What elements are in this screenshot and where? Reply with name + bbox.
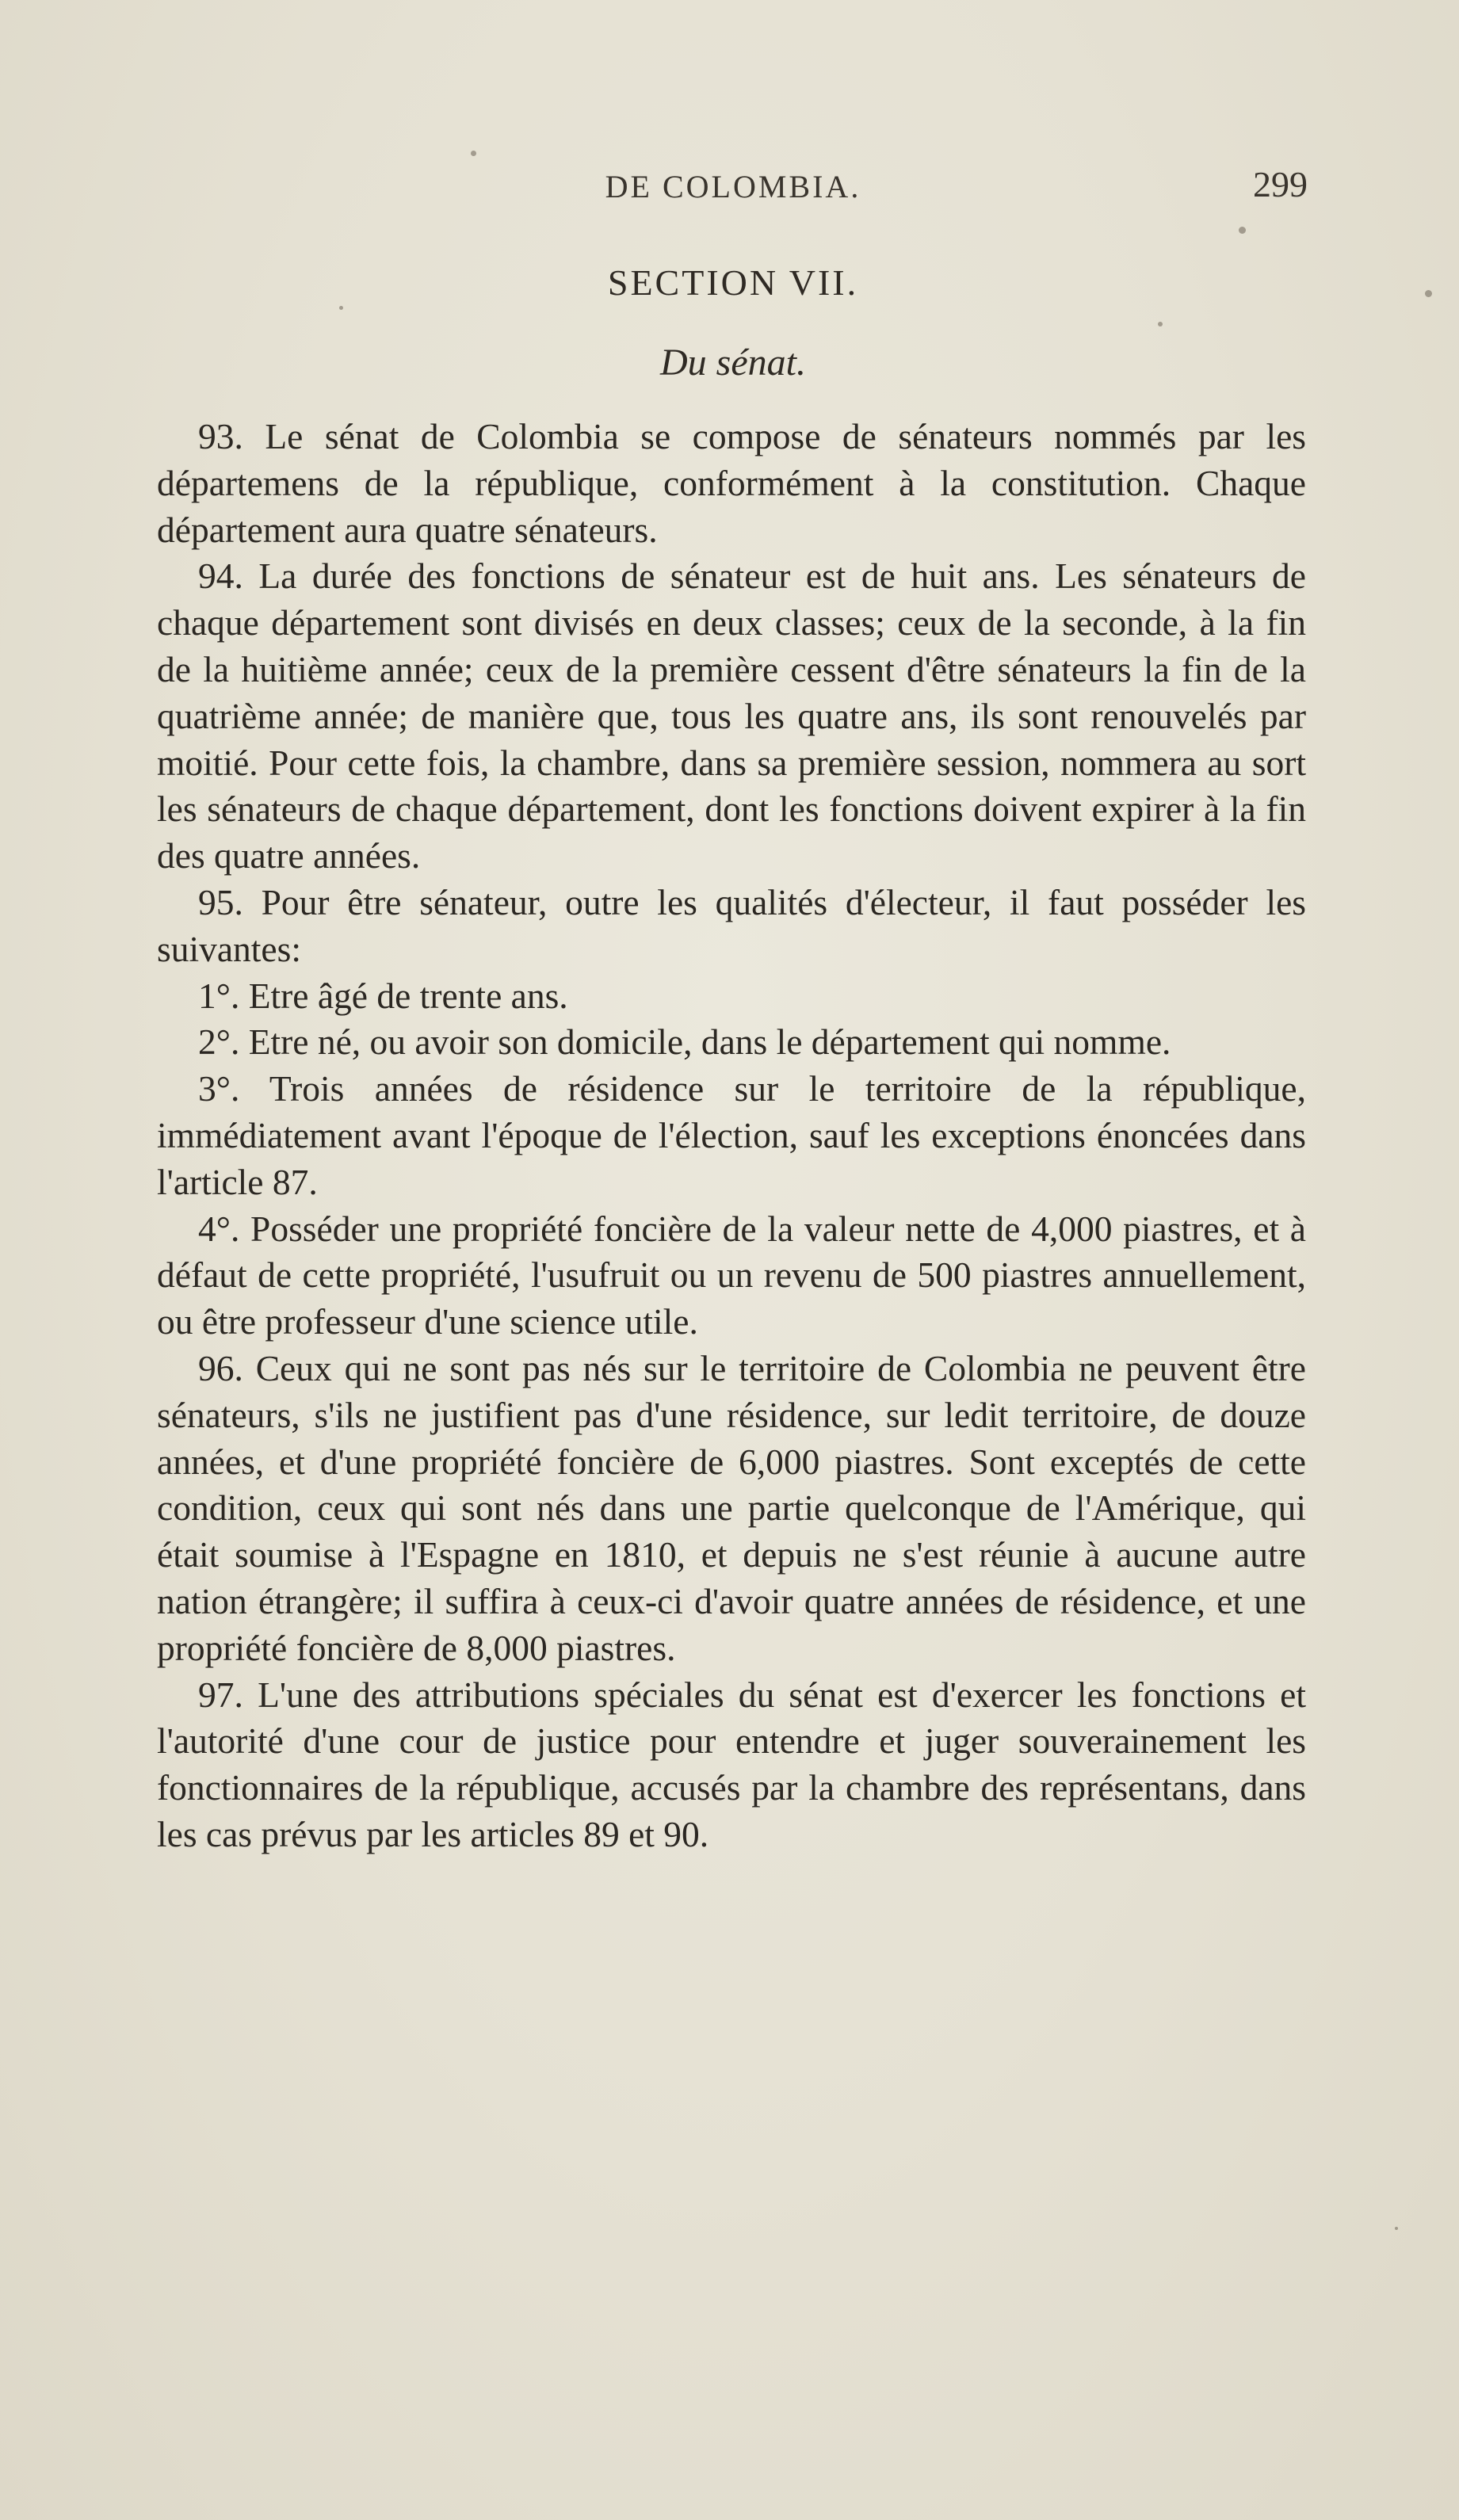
paper-speck xyxy=(471,151,476,156)
section-subtitle: Du sénat. xyxy=(660,342,806,384)
paragraph-item-3: 3°. Trois années de résidence sur le territoire de la république, immédiatement avant l'époque de l'élection, sauf les exceptions énoncées dans l'article 87. xyxy=(157,1068,1306,1202)
paragraph-article-95: 95. Pour être sénateur, outre les qualités d'électeur, il faut posséder les suivantes: xyxy=(157,881,1306,969)
page-number: 299 xyxy=(1253,164,1308,204)
paragraph-item-1: 1°. Etre âgé de trente ans. xyxy=(198,975,568,1016)
paper-speck xyxy=(1425,290,1432,297)
paragraph-article-94: 94. La durée des fonctions de sénateur est de huit ans. Les sénateurs de chaque département sont divisés en deux classes; ceux de la seconde, à la fin de la huitième année; ceux de la première cessent d'être sénateurs la fin de la quatrième année; de manière que, tous les quatre ans, ils sont renouvelés par moitié. Pour cette fois, la chambre, dans sa première session, nommera au sort les sénateurs de chaque département, dont les fonctions doivent expirer à la fin des quatre années. xyxy=(157,556,1306,876)
paragraph-item-2: 2°. Etre né, ou avoir son domicile, dans le département qui nomme. xyxy=(198,1021,1171,1063)
paper-speck xyxy=(339,306,343,310)
running-head xyxy=(159,164,1308,216)
paper-speck xyxy=(1395,2227,1398,2230)
paper-speck xyxy=(1239,227,1246,234)
body-text xyxy=(157,414,1306,1858)
paragraph-article-93: 93. Le sénat de Colombia se compose de sénateurs nommés par les départemens de la république, conformément à la constitution. Chaque département aura quatre sénateurs. xyxy=(157,416,1306,550)
paragraph-article-97: 97. L'une des attributions spéciales du sénat est d'exercer les fonctions et l'autorité d'une cour de justice pour entendre et juger souverainement les fonctionnaires de la république, accusés par la chambre des représentans, dans les cas prévus par les articles 89 et 90. xyxy=(157,1674,1306,1854)
paper-speck xyxy=(1158,322,1163,326)
paragraph-article-96: 96. Ceux qui ne sont pas nés sur le territoire de Colombia ne peuvent être sénateurs, s'ils ne justifient pas d'une résidence, sur ledit territoire, de douze années, et d'une propriété foncière de 6,000 piastres. Sont exceptés de cette condition, ceux qui sont nés dans une partie quelconque de l'Amérique, qui était soumise à l'Espagne en 1810, et depuis ne s'est réunie à aucune autre nation étrangère; il suffira à ceux-ci d'avoir quatre années de résidence, et une propriété foncière de 8,000 piastres. xyxy=(157,1347,1306,1668)
paragraph-item-4: 4°. Posséder une propriété foncière de la valeur nette de 4,000 piastres, et à défaut de cette propriété, l'usufruit ou un revenu de 500 piastres annuellement, ou être professeur d'une science utile. xyxy=(157,1208,1306,1342)
running-title: DE COLOMBIA. xyxy=(605,169,861,204)
section-title: SECTION VII. xyxy=(607,262,859,303)
